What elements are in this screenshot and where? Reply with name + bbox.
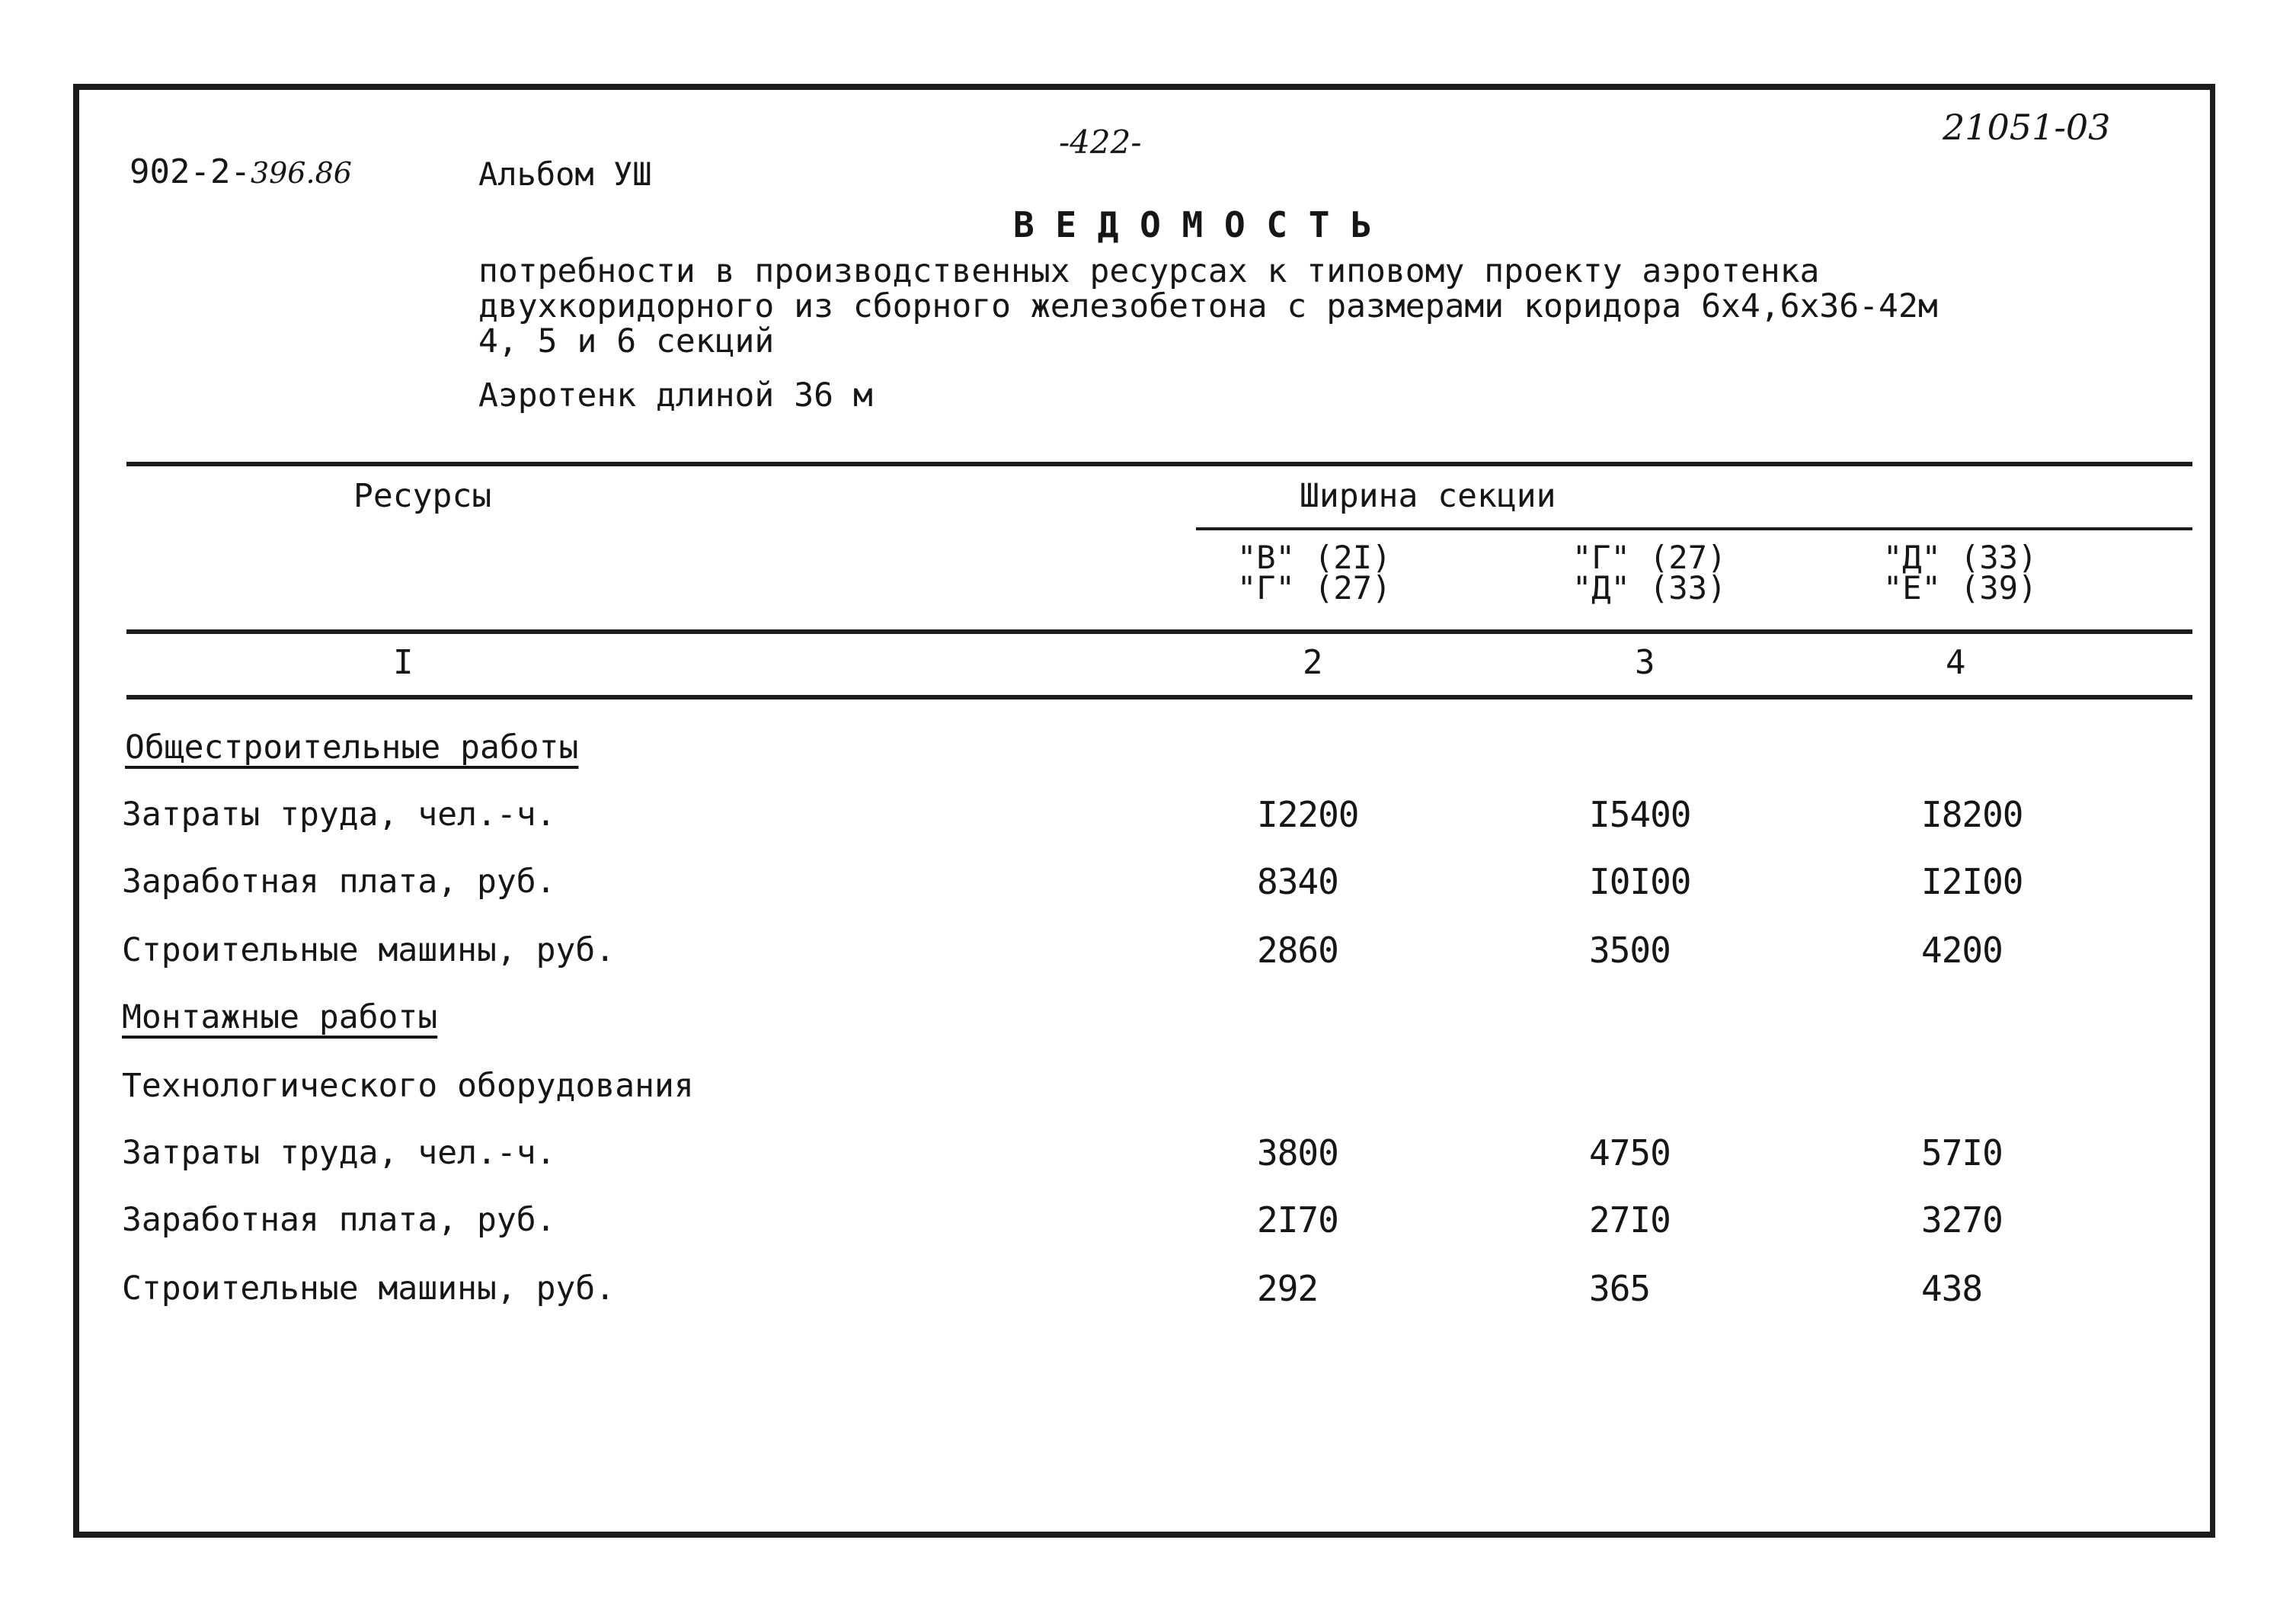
doc-code: [130, 152, 352, 191]
row-value-col-3: 27I0: [1589, 1199, 1671, 1241]
subheader-col-4: [1883, 539, 2038, 607]
row-value-col-2: 8340: [1257, 861, 1338, 902]
subheader-col-4-line-1: "Д" (33): [1883, 539, 2038, 576]
subtitle-line-2: двухкоридорного из сборного железобетона с размерами коридора 6х4,6х36-42м: [478, 287, 1938, 325]
table-top-rule: [126, 462, 2192, 466]
col-number-3: 3: [1635, 643, 1655, 682]
subheader-col-3-line-1: "Г" (27): [1572, 539, 1727, 576]
row-value-col-4: 4200: [1921, 930, 2003, 971]
row-value-col-4: I2I00: [1921, 861, 2023, 902]
row-value-col-3: 4750: [1589, 1132, 1671, 1173]
doc-code-prefix: 902-2-: [130, 152, 251, 191]
row-label: Заработная плата, руб.: [122, 1201, 556, 1239]
col-number-1: I: [393, 643, 414, 682]
row-value-col-4: 57I0: [1921, 1132, 2003, 1173]
subheader-col-2-line-2: "Г" (27): [1237, 569, 1392, 607]
row-label: Общестроительные работы: [125, 728, 579, 767]
row-value-col-2: 3800: [1257, 1132, 1338, 1173]
row-value-col-2: 292: [1257, 1268, 1319, 1309]
row-label: Затраты труда, чел.-ч.: [122, 796, 556, 834]
row-value-col-3: I5400: [1589, 794, 1691, 835]
col-number-4: 4: [1946, 643, 1966, 682]
row-value-col-3: I0I00: [1589, 861, 1691, 902]
subheader-col-3: [1572, 539, 1727, 607]
col-header-resources: Ресурсы: [353, 477, 492, 515]
row-value-col-2: I2200: [1257, 794, 1359, 835]
subheader-col-4-line-2: "Е" (39): [1883, 569, 2038, 607]
row-label: Строительные машины, руб.: [122, 931, 616, 969]
subtitle-line-3: 4, 5 и 6 секций: [478, 322, 775, 360]
row-value-col-3: 365: [1589, 1268, 1651, 1309]
row-value-col-2: 2I70: [1257, 1199, 1338, 1241]
col-number-2: 2: [1303, 643, 1323, 682]
row-label: Затраты труда, чел.-ч.: [122, 1134, 556, 1172]
subheader-col-2-line-1: "В" (2I): [1237, 539, 1392, 576]
album-label: Альбом УШ: [478, 155, 652, 193]
subheader-col-2: [1237, 539, 1392, 607]
doc-code-handwritten: 396.86: [250, 156, 352, 190]
document-title: В Е Д О М О С Т Ь: [1013, 204, 1372, 245]
subheader-col-3-line-2: "Д" (33): [1572, 569, 1727, 607]
row-label: Монтажные работы: [122, 998, 438, 1036]
archive-number: 21051-03: [1943, 107, 2111, 148]
row-value-col-3: 3500: [1589, 930, 1671, 971]
row-value-col-4: I8200: [1921, 794, 2023, 835]
row-label: Заработная плата, руб.: [122, 863, 556, 901]
numbers-bottom-rule: [126, 695, 2192, 700]
subtitle-line-1: потребности в производственных ресурсах к типовому проекту аэротенка: [478, 252, 1820, 290]
row-value-col-4: 438: [1921, 1268, 1983, 1309]
header-bottom-rule: [126, 629, 2192, 634]
row-label: Строительные машины, руб.: [122, 1269, 616, 1308]
row-label: Технологического оборудования: [122, 1067, 694, 1105]
row-value-col-2: 2860: [1257, 930, 1338, 971]
row-value-col-4: 3270: [1921, 1199, 2003, 1241]
length-label: Аэротенк длиной 36 м: [478, 376, 873, 415]
width-group-rule: [1196, 527, 2192, 530]
page-number: -422-: [1059, 123, 1142, 161]
col-header-width-group: Ширина секции: [1300, 477, 1556, 515]
